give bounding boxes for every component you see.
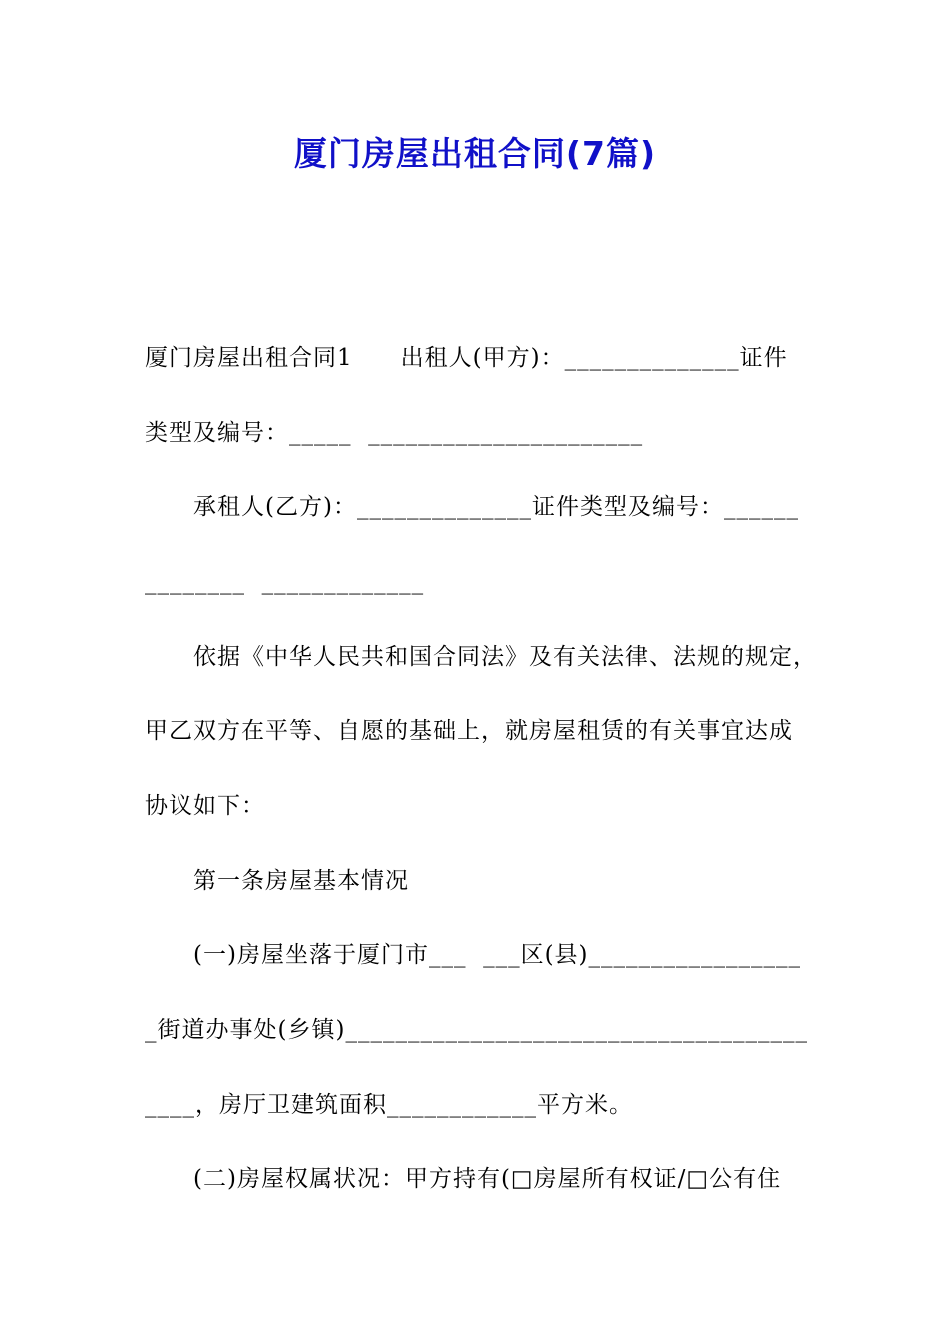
paragraph-line: (一)房屋坐落于厦门市___ ___区(县)_________________ [193, 942, 802, 968]
paragraph-line: ________ _____________ [145, 569, 425, 595]
paragraph-line: 甲乙双方在平等、自愿的基础上，就房屋租赁的有关事宜达成 [145, 718, 793, 744]
paragraph-line: _街道办事处(乡镇)_____________________________________ [145, 1017, 808, 1043]
paragraph-line: 厦门房屋出租合同1 出租人(甲方)：______________证件 [145, 345, 788, 371]
paragraph-line: (二)房屋权属状况：甲方持有(□房屋所有权证/□公有住 [193, 1166, 782, 1192]
paragraph-line: 协议如下： [145, 793, 265, 819]
paragraph-line: 依据《中华人民共和国合同法》及有关法律、法规的规定， [193, 644, 817, 670]
document-title: 厦门房屋出租合同(7篇) [293, 134, 657, 173]
paragraph-line: 类型及编号：_____ ______________________ [145, 420, 644, 446]
paragraph-line: 承租人(乙方)：______________证件类型及编号：______ [193, 494, 799, 520]
paragraph-line: ____，房厅卫建筑面积____________平方米。 [145, 1092, 633, 1118]
section-heading: 第一条房屋基本情况 [193, 868, 409, 894]
